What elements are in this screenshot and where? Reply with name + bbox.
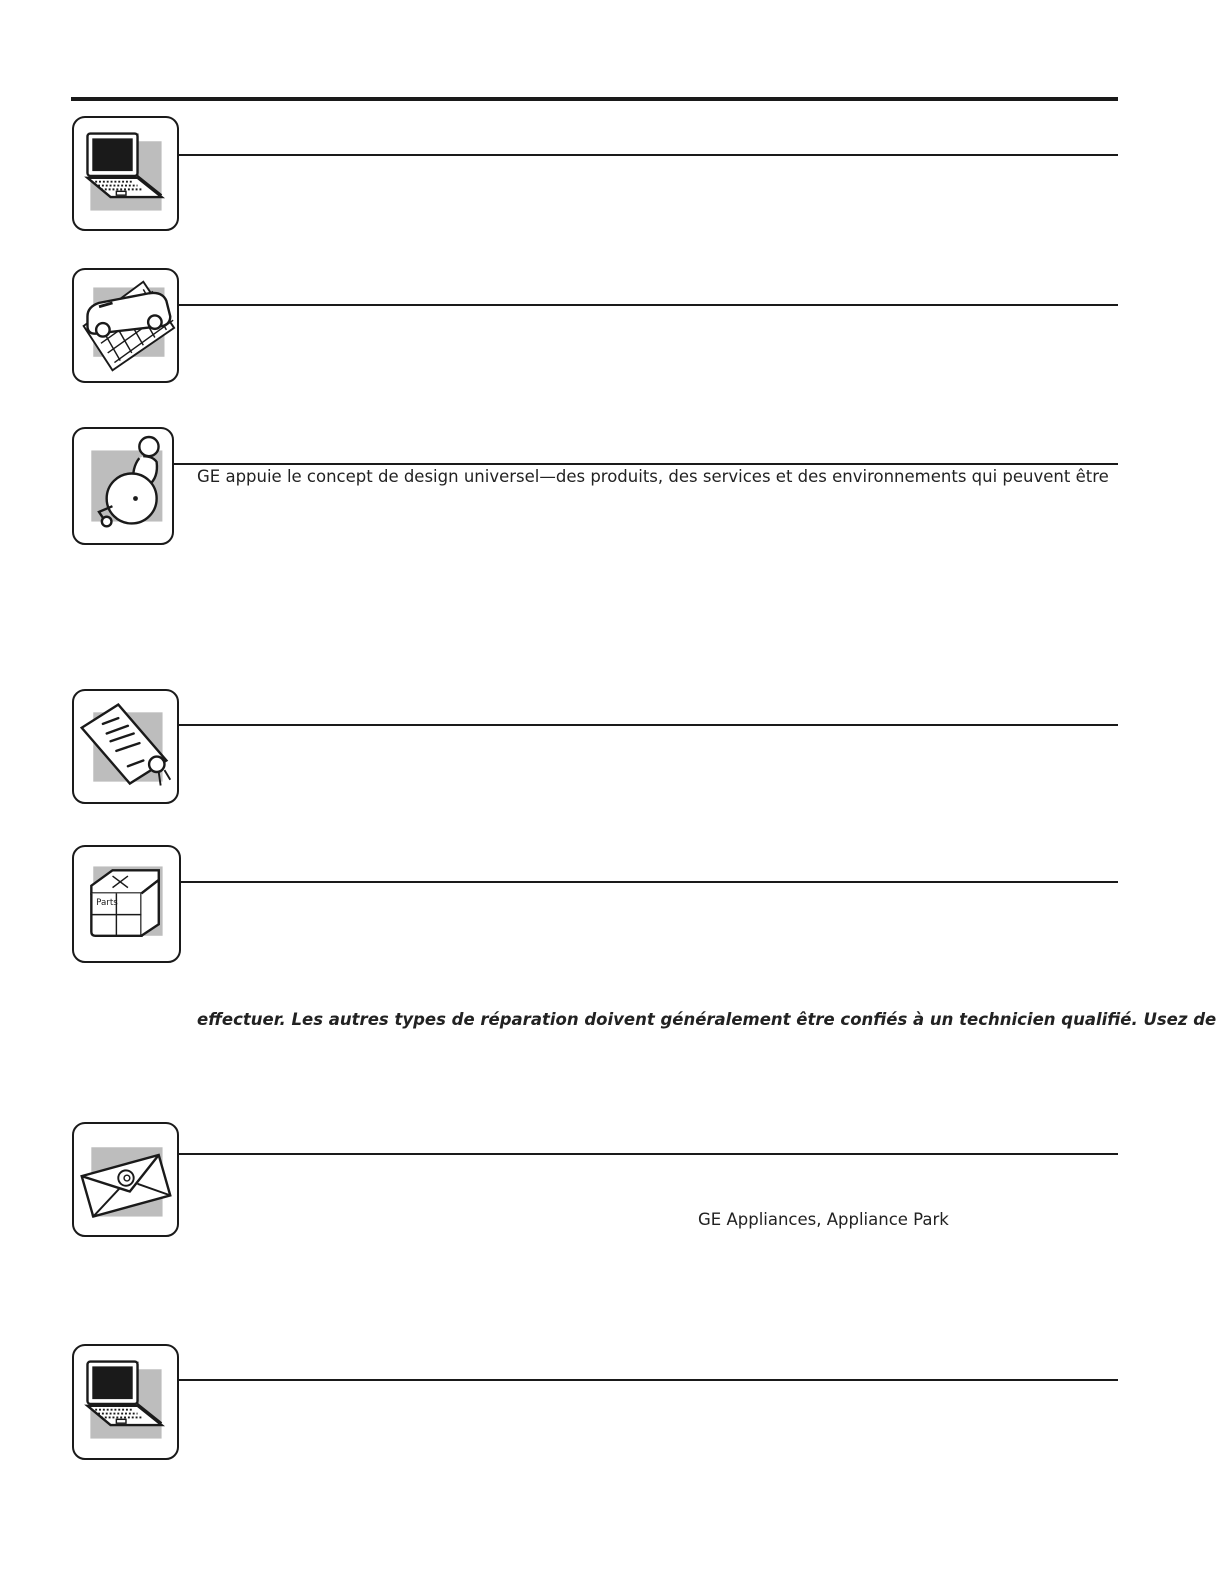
section-rule-register	[179, 1379, 1118, 1381]
laptop-icon	[72, 1344, 179, 1460]
certificate-document-icon	[72, 689, 179, 804]
email-envelope-icon	[72, 1122, 179, 1237]
section-rule-universal-design	[174, 463, 1118, 465]
section-rule-contact	[179, 1153, 1118, 1155]
section-rule-parts	[181, 881, 1118, 883]
parts-box-icon	[72, 845, 181, 963]
parts-box-label: Parts	[96, 897, 118, 908]
contact-address: GE Appliances, Appliance Park	[698, 1210, 949, 1229]
section-rule-warranty	[179, 724, 1118, 726]
section-rule-service	[179, 304, 1118, 306]
top-rule	[71, 97, 1118, 101]
laptop-icon	[72, 116, 179, 231]
wheelchair-user-icon	[72, 427, 174, 545]
section-rule-web	[179, 154, 1118, 156]
parts-bold-text: effectuer. Les autres types de réparation doivent généralement être confiés à un technicien qualifié. Usez de	[197, 1010, 1217, 1029]
universal-design-text: GE appuie le concept de design universel—des produits, des services et des environnements qui peuvent être	[197, 467, 1109, 486]
service-van-calendar-icon	[72, 268, 179, 383]
